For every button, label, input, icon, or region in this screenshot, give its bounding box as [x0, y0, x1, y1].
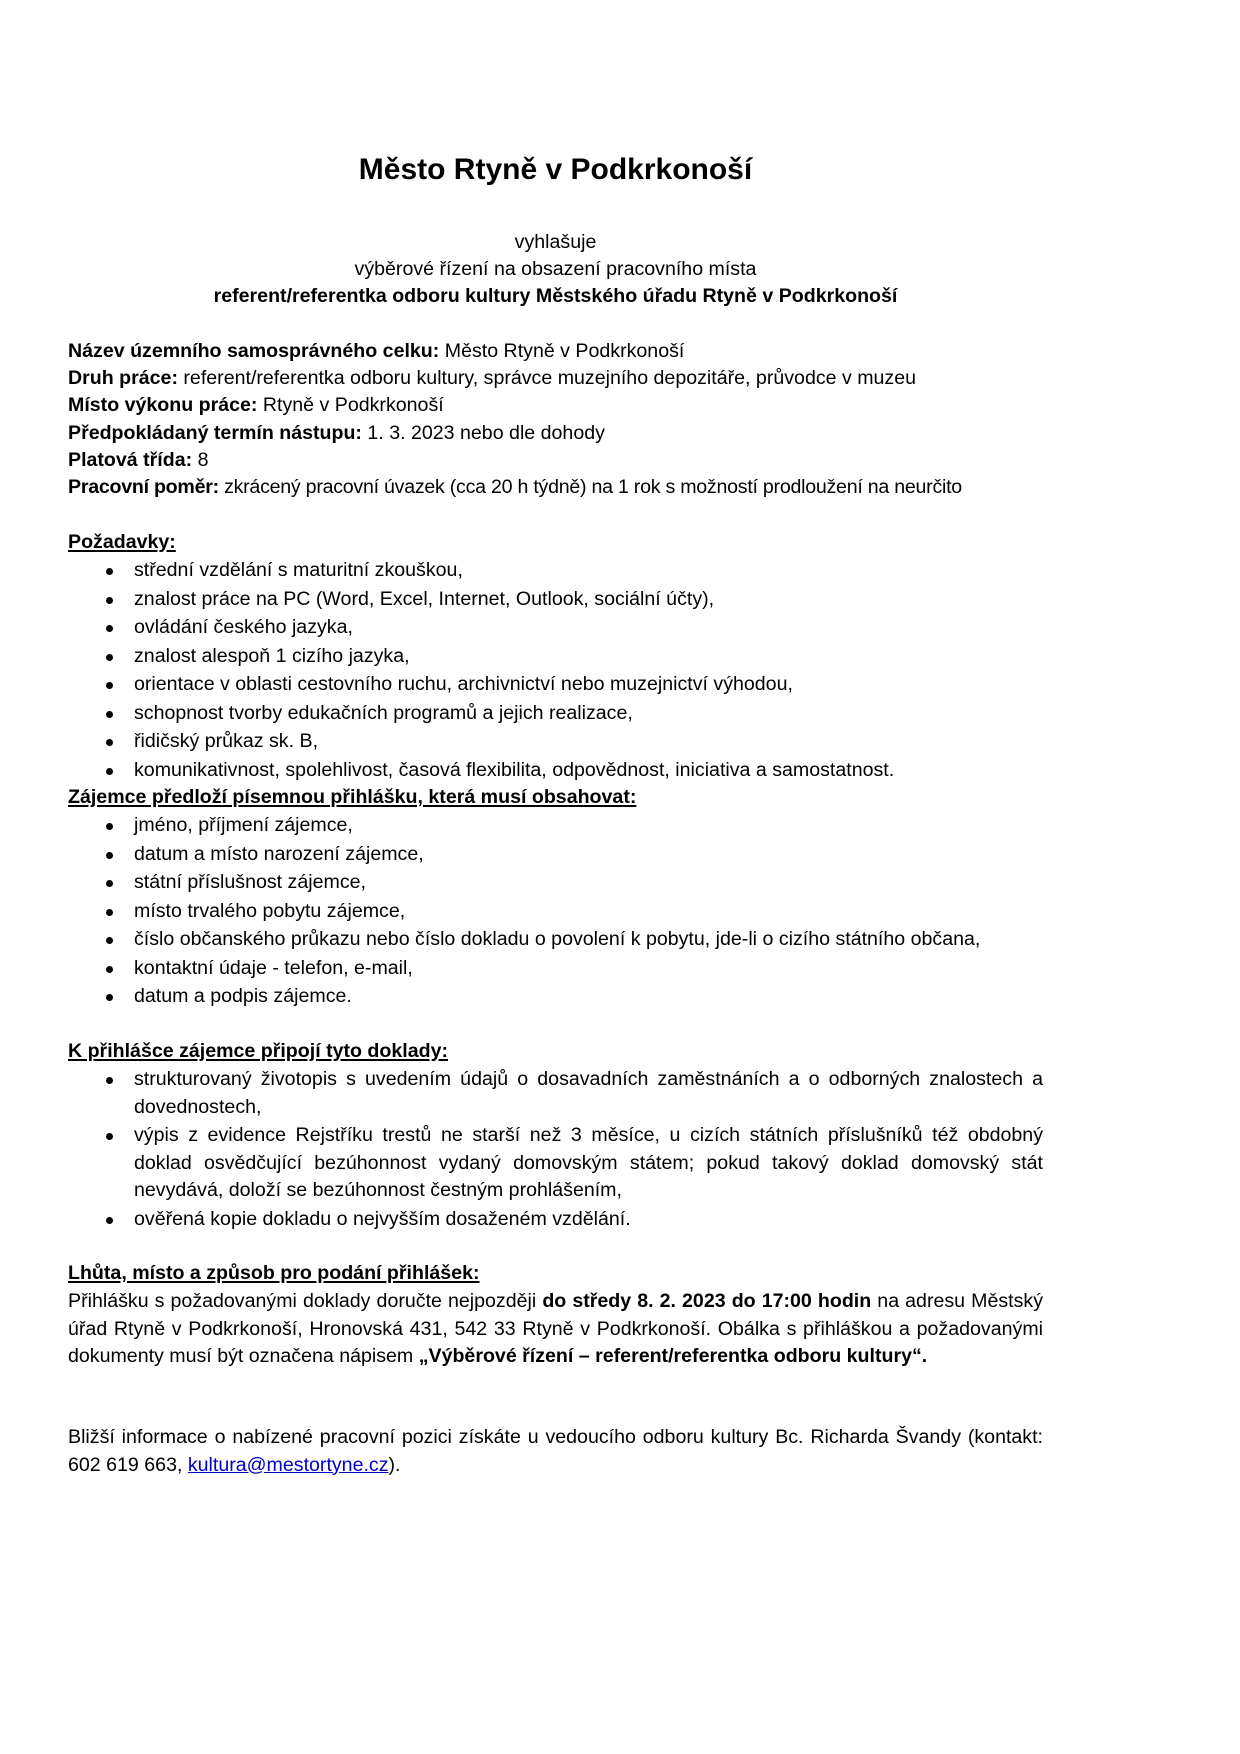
- list-item: kontaktní údaje - telefon, e-mail,: [68, 955, 1043, 983]
- list-item: číslo občanského průkazu nebo číslo dokladu o povolení k pobytu, jde-li o cizího státního občana,: [68, 926, 1043, 954]
- documents-list: [68, 1066, 1043, 1233]
- list-item: strukturovaný životopis s uvedením údajů o dosavadních zaměstnáních a o odborných znalostech a dovednostech,: [68, 1066, 1043, 1121]
- info-label: Druh práce:: [68, 367, 178, 390]
- application-heading: Zájemce předloží písemnou přihlášku, která musí obsahovat:: [68, 786, 637, 808]
- bullet-icon: [106, 852, 113, 859]
- list-item: jméno, příjmení zájemce,: [68, 812, 1043, 840]
- requirements-heading: Požadavky:: [68, 531, 176, 553]
- info-line-employer: [68, 338, 1043, 365]
- list-item: datum a podpis zájemce.: [68, 983, 1043, 1011]
- documents-heading: K přihlášce zájemce připojí tyto doklady:: [68, 1040, 449, 1062]
- info-label: Předpokládaný termín nástupu:: [68, 421, 362, 444]
- bullet-icon: [106, 1077, 113, 1084]
- list-item: znalost práce na PC (Word, Excel, Internet, Outlook, sociální účty),: [68, 586, 1043, 614]
- requirements-section: [68, 527, 1043, 785]
- info-label: Název územního samosprávného celku:: [68, 340, 440, 362]
- info-line-start-date: [68, 420, 1043, 447]
- list-item: výpis z evidence Rejstříku trestů ne starší než 3 měsíce, u cizích státních příslušníků též obdobný doklad osvědčující bezúhonnost vydaný domovským státem; pokud takový doklad domovský stát nevydává, doloží se bezúhonnost čestným prohlášením,: [68, 1122, 1043, 1205]
- list-item: orientace v oblasti cestovního ruchu, archivnictví nebo muzejnictví výhodou,: [68, 671, 1043, 699]
- info-label: Místo výkonu práce:: [68, 394, 258, 417]
- application-section: [68, 782, 1043, 1012]
- contact-section: [68, 1424, 1043, 1479]
- envelope-label: „Výběrové řízení – referent/referentka odboru kultury“.: [418, 1345, 928, 1367]
- info-value: Město Rtyně v Podkrkonoší: [439, 340, 685, 362]
- info-line-salary-class: [68, 447, 1043, 474]
- position-title: referent/referentka odboru kultury Městského úřadu Rtyně v Podkrkonoší: [213, 285, 898, 307]
- list-item: ovládání českého jazyka,: [68, 614, 1043, 642]
- bullet-icon: [106, 880, 113, 887]
- bullet-icon: [106, 1133, 113, 1140]
- info-label: Platová třída:: [68, 448, 193, 471]
- bullet-icon: [106, 625, 113, 632]
- list-item: střední vzdělání s maturitní zkouškou,: [68, 557, 1043, 585]
- bullet-icon: [106, 966, 113, 973]
- bullet-icon: [106, 654, 113, 661]
- list-item: ověřená kopie dokladu o nejvyšším dosaženém vzdělání.: [68, 1206, 1043, 1234]
- deadline-section: [68, 1258, 1043, 1371]
- bullet-icon: [106, 994, 113, 1001]
- announcement-subject: výběrové řízení na obsazení pracovního místa: [354, 258, 757, 280]
- info-value: Rtyně v Podkrkonoší: [257, 394, 444, 417]
- bullet-icon: [106, 568, 113, 575]
- bullet-icon: [106, 597, 113, 604]
- deadline-paragraph: Přihlášku s požadovanými doklady doručte nejpozději do středy 8. 2. 2023 do 17:00 hodin na adresu Městský úřad Rtyně v Podkrkonoší, Hronovská 431, 542 33 Rtyně v Podkrkonoší. Obálka s přihláškou a požadovanými dokumenty musí být označena nápisem „Výběrové řízení – referent/referentka odboru kultury“.: [68, 1290, 1043, 1367]
- list-item: schopnost tvorby edukačních programů a jejich realizace,: [68, 700, 1043, 728]
- bullet-icon: [106, 739, 113, 746]
- list-item: místo trvalého pobytu zájemce,: [68, 898, 1043, 926]
- bullet-icon: [106, 823, 113, 830]
- contact-paragraph: Bližší informace o nabízené pracovní pozici získáte u vedoucího odboru kultury Bc. Richarda Švandy (kontakt: 602 619 663, kultura@mestortyne.cz).: [68, 1426, 1043, 1476]
- info-line-job-type: [68, 365, 1043, 392]
- requirements-list: [68, 557, 1043, 784]
- info-label: Pracovní poměr:: [68, 475, 219, 498]
- deadline-date: do středy 8. 2. 2023 do 17:00 hodin: [542, 1290, 872, 1312]
- position-info: [68, 338, 1043, 501]
- bullet-icon: [106, 909, 113, 916]
- info-value: 1. 3. 2023 nebo dle dohody: [361, 421, 605, 444]
- deadline-heading: Lhůta, místo a způsob pro podání přihlášek:: [68, 1262, 480, 1284]
- list-item: komunikativnost, spolehlivost, časová flexibilita, odpovědnost, iniciativa a samostatnost.: [68, 757, 1043, 785]
- bullet-icon: [106, 768, 113, 775]
- info-value: zkrácený pracovní úvazek (cca 20 h týdně) na 1 rok s možností prodloužení na neurčito: [218, 475, 962, 498]
- list-item: státní příslušnost zájemce,: [68, 869, 1043, 897]
- application-list: [68, 812, 1043, 1011]
- info-value: referent/referentka odboru kultury, správce muzejního depozitáře, průvodce v muzeu: [177, 367, 917, 390]
- page-title: Město Rtyně v Podkrkonoší: [358, 153, 753, 186]
- info-line-location: [68, 392, 1043, 419]
- documents-section: [68, 1036, 1043, 1234]
- bullet-icon: [106, 1217, 113, 1224]
- info-line-employment-type: [68, 474, 1043, 501]
- bullet-icon: [106, 682, 113, 689]
- list-item: znalost alespoň 1 cizího jazyka,: [68, 643, 1043, 671]
- email-link[interactable]: kultura@mestortyne.cz: [187, 1453, 389, 1476]
- list-item: řidičský průkaz sk. B,: [68, 728, 1043, 756]
- list-item: datum a místo narození zájemce,: [68, 841, 1043, 869]
- bullet-icon: [106, 937, 113, 944]
- info-value: 8: [192, 448, 209, 471]
- announcement-verb: vyhlašuje: [514, 231, 597, 253]
- bullet-icon: [106, 711, 113, 718]
